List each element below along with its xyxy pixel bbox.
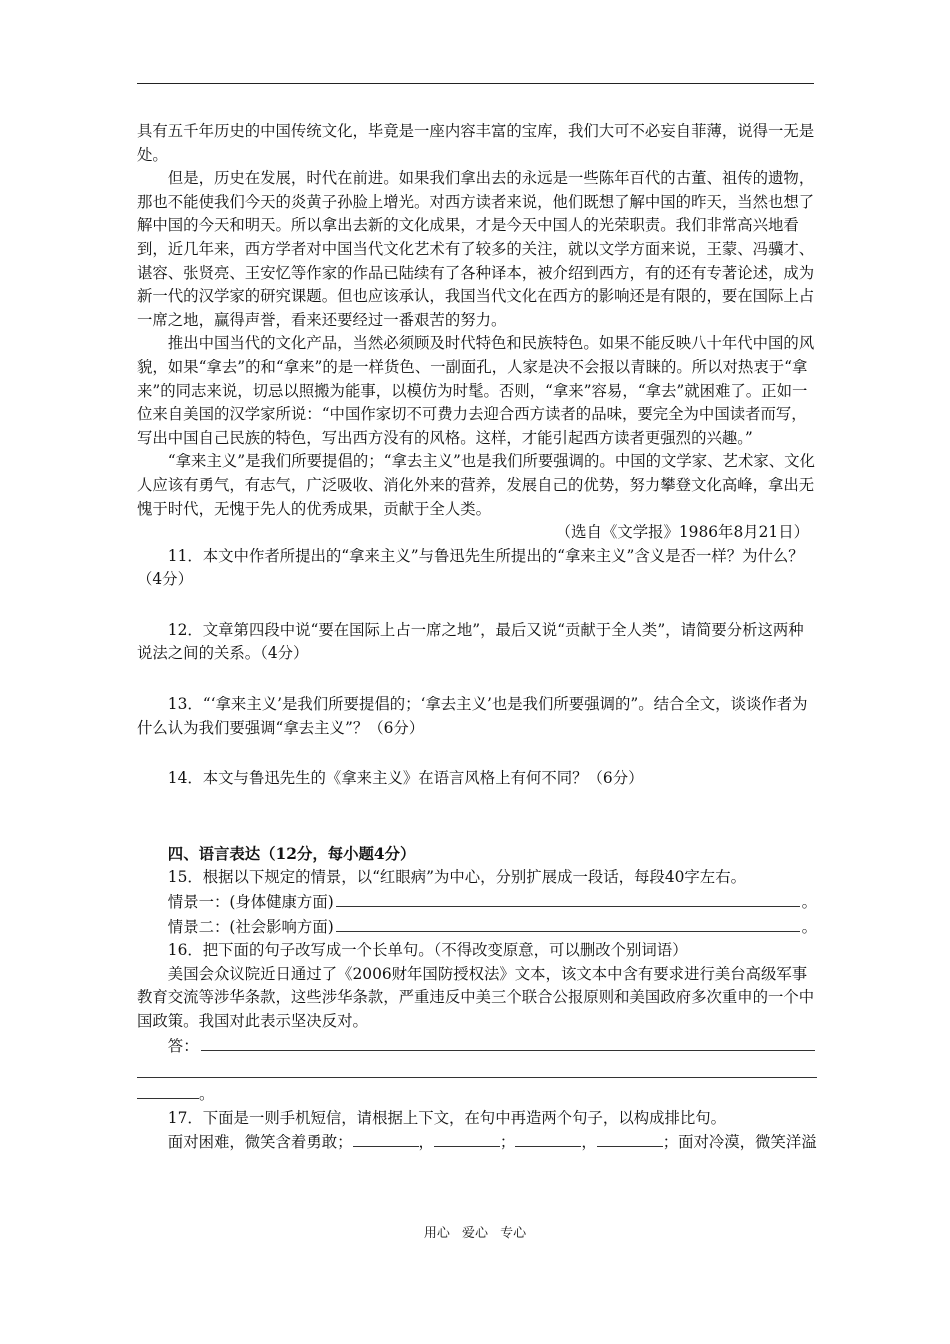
question-16-text: 美国会众议院近日通过了《2006财年国防授权法》文本，该文本中含有要求进行美台高级军事教育交流等涉华条款，这些涉华条款，严重违反中美三个联合公报原则和美国政府多次重申的一个中国政策。我国对此表示坚决反对。 <box>137 964 815 1030</box>
scene-1-answer-blank[interactable] <box>336 890 800 907</box>
question-11: 11．本文中作者所提出的“拿来主义”与鲁迅先生所提出的“拿来主义”含义是否一样？为什么？（4分） <box>137 546 804 589</box>
page-content <box>137 120 817 1155</box>
q17-blank-4[interactable] <box>597 1130 663 1147</box>
paragraph-3: 推出中国当代的文化产品，当然必须顾及时代特色和民族特色。如果不能反映八十年代中国的风貌，如果“拿去”的和“拿来”的是一样货色、一副面孔，人家是决不会报以青睐的。所以对热衷于“拿来”的同志来说，切忌以照搬为能事，以模仿为时髦。否则，“拿来”容易，“拿去”就困难了。正如一位来自美国的汉学家所说：“中国作家切不可费力去迎合西方读者的品味，要完全为中国读者而写，写出中国自己民族的特色，写出西方没有的风格。这样，才能引起西方读者更强烈的兴趣。” <box>137 334 815 447</box>
q17-blank-3[interactable] <box>515 1130 581 1147</box>
q17-blank-2[interactable] <box>434 1130 500 1147</box>
question-12: 12．文章第四段中说“要在国际上占一席之地”，最后又说“贡献于全人类”，请简要分析这两种说法之间的关系。（4分） <box>137 620 804 663</box>
page-footer <box>0 1222 950 1241</box>
answer-blank-2[interactable] <box>137 1061 817 1078</box>
answer-last-row <box>137 1082 817 1107</box>
footer-word-2: 爱心 <box>461 1226 488 1241</box>
header-rule <box>137 83 814 84</box>
question-14: 14．本文与鲁迅先生的《拿来主义》在语言风格上有何不同？（6分） <box>167 769 644 788</box>
source-citation: （选自《文学报》1986年8月21日） <box>555 523 809 542</box>
question-15: 15．根据以下规定的情景，以“红眼病”为中心，分别扩展成一段话，每段40字左右。 <box>167 868 746 887</box>
question-13: 13．“‘拿来主义’是我们所要提倡的；‘拿去主义’也是我们所要强调的”。结合全文，谈谈作者为什么认为我们要强调“拿去主义”？（6分） <box>137 695 808 737</box>
scene-1-period: 。 <box>801 893 817 912</box>
scene-1-label: 情景一：(身体健康方面) <box>167 893 334 912</box>
paragraph-1: 具有五千年历史的中国传统文化，毕竟是一座内容丰富的宝库，我们大可不必妄自菲薄，说得一无是处。 <box>137 122 815 164</box>
paragraph-2: 但是，历史在发展，时代在前进。如果我们拿出去的永远是一些陈年百代的古董、祖传的遗物，那也不能使我们今天的炎黄子孙脸上增光。对西方读者来说，他们既想了解中国的昨天，当然也想了解中国的今天和明天。所以拿出去新的文化成果，才是今天中国人的光荣职责。我们非常高兴地看到，近几年来，西方学者对中国当代文化艺术有了较多的关注，就以文学方面来说，王蒙、冯骥才、谌容、张贤亮、王安忆等作家的作品已陆续有了各种译本，被介绍到西方，有的还有专著论述，成为新一代的汉学家的研究课题。但也应该承认，我国当代文化在西方的影响还是有限的，要在国际上占一席之地，赢得声誉，看来还要经过一番艰苦的努力。 <box>137 169 815 329</box>
scene-2-label: 情景二：(社会影响方面) <box>167 917 334 936</box>
scene-2-period: 。 <box>801 917 817 936</box>
question-16: 16．把下面的句子改写成一个长单句。（不得改变原意，可以删改个别词语） <box>167 941 688 960</box>
answer-blank-1[interactable] <box>201 1034 815 1051</box>
section-4-heading: 四、语言表达（12分，每小题4分） <box>167 844 416 863</box>
scene-1-row <box>137 890 817 915</box>
q17-blank-1[interactable] <box>353 1130 419 1147</box>
answer-row <box>137 1034 817 1059</box>
answer-blank-3[interactable] <box>137 1082 199 1099</box>
question-17-sentence: 面对困难，微笑含着勇敢； ， ； ， ；面对冷漠，微笑洋溢 <box>137 1130 817 1155</box>
paragraph-4: “拿来主义”是我们所要提倡的；“拿去主义”也是我们所要强调的。中国的文学家、艺术家、文化人应该有勇气，有志气，广泛吸收、消化外来的营养，发展自己的优势，努力攀登文化高峰，拿出无愧于时代，无愧于先人的优秀成果，贡献于全人类。 <box>137 452 815 518</box>
question-17: 17．下面是一则手机短信，请根据上下文，在句中再造两个句子，以构成排比句。 <box>167 1108 727 1127</box>
footer-word-3: 专心 <box>500 1226 527 1241</box>
scene-2-answer-blank[interactable] <box>336 915 800 932</box>
scene-2-row <box>137 915 817 940</box>
footer-word-1: 用心 <box>423 1226 450 1241</box>
answer-period: 。 <box>199 1085 215 1104</box>
answer-label: 答： <box>167 1036 199 1055</box>
